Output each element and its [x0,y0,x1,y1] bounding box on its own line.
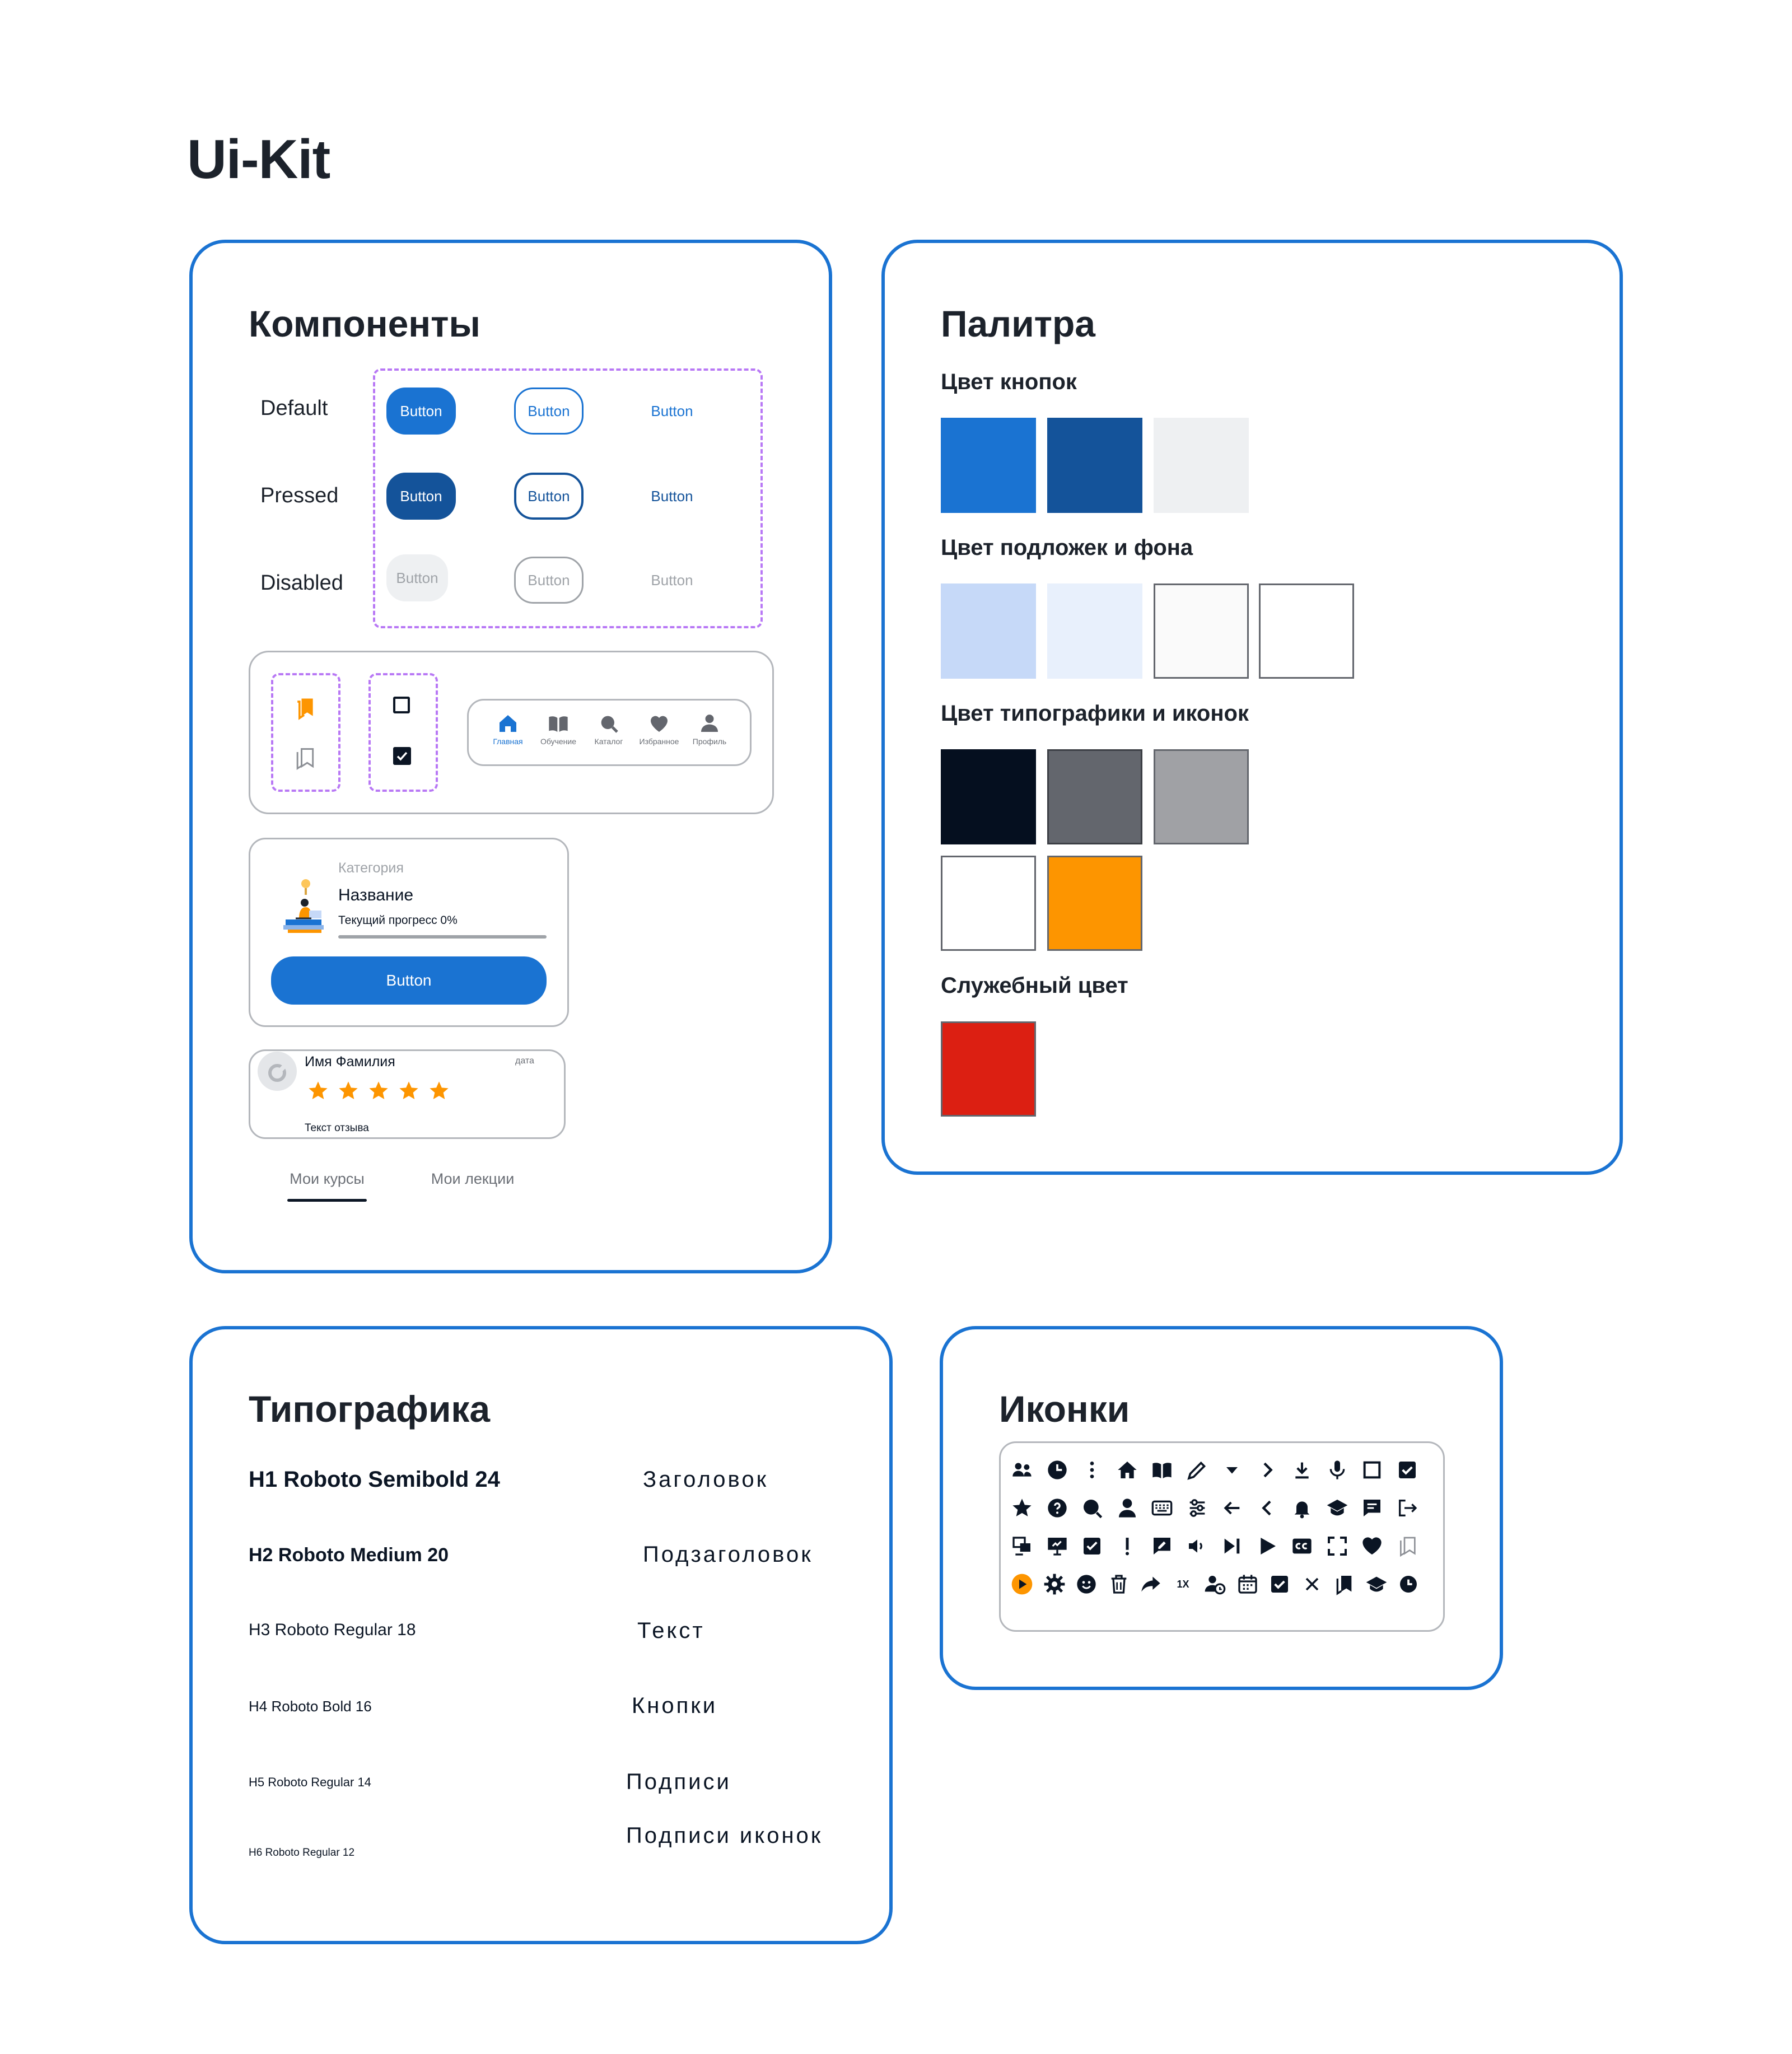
tab-active-indicator [287,1199,367,1202]
page-title: Ui-Kit [187,128,330,190]
checkbox-checked-icon[interactable] [1394,1457,1421,1483]
review-author: Имя Фамилия [305,1054,395,1070]
checkbox-unchecked[interactable] [393,697,410,713]
star-icon [337,1080,360,1105]
course-progress-text: Текущий прогресс 0% [338,914,458,927]
text-button-default[interactable]: Button [651,402,693,419]
heart-icon[interactable] [1359,1533,1385,1560]
star-icon[interactable] [1009,1495,1035,1521]
microphone-icon[interactable] [1324,1457,1351,1483]
presentation-icon[interactable] [1009,1533,1035,1560]
typography-title: Типографика [249,1388,491,1430]
outline-button-default[interactable]: Button [514,388,584,435]
volume-icon[interactable] [1184,1533,1211,1560]
state-label-pressed: Pressed [260,484,339,507]
tab-my-lectures-label: Мои лекции [431,1170,515,1187]
course-card-button[interactable]: Button [271,956,547,1005]
review-date: дата [515,1056,534,1066]
play-icon[interactable] [1254,1533,1281,1560]
swatch-service-red [941,1021,1036,1117]
nav-label-profile: Профиль [692,737,727,746]
play-circle-icon[interactable] [1009,1571,1035,1598]
speed-icon[interactable] [1170,1571,1197,1598]
graduation-cap-icon[interactable] [1324,1495,1351,1521]
swatch-bg-white [1259,583,1354,679]
person-icon[interactable] [1114,1495,1141,1521]
search-icon [598,712,620,735]
star-icon [428,1080,450,1105]
speed-label: 1X [1177,1578,1189,1590]
help-icon[interactable] [1044,1495,1071,1521]
fullscreen-icon[interactable] [1324,1533,1351,1560]
swatch-button-pressed [1047,418,1142,513]
bookmark-filled-icon[interactable] [292,695,317,723]
heart-icon [648,712,670,735]
nav-item-learning[interactable] [533,712,584,746]
smile-icon[interactable] [1073,1571,1100,1598]
calendar-icon[interactable] [1234,1571,1261,1598]
tab-my-courses-label: Мои курсы [290,1170,365,1187]
palette-group-typography-label: Цвет типографики и иконок [941,701,1249,726]
home-icon [497,712,519,735]
filled-button-pressed[interactable]: Button [386,473,456,520]
typo-spec-h3: H3 Roboto Regular 18 [249,1621,416,1639]
state-label-default: Default [260,396,328,420]
chevron-left-icon[interactable] [1254,1495,1281,1521]
swatch-text-light-gray [1154,749,1249,844]
swatch-bg-pale-blue [1047,583,1142,679]
arrow-left-icon[interactable] [1219,1495,1245,1521]
nav-item-favorites[interactable] [634,712,684,746]
star-icon [367,1080,390,1105]
exclamation-icon[interactable] [1114,1533,1141,1560]
typo-spec-h5: H5 Roboto Regular 14 [249,1775,371,1789]
nav-item-catalog[interactable] [584,712,634,746]
course-name: Название [338,886,414,904]
task-icon[interactable] [1079,1533,1105,1560]
typo-usage-h2: Подзаголовок [643,1542,813,1567]
course-progress-bar [338,935,547,939]
typo-usage-h4: Кнопки [632,1693,718,1718]
typo-usage-h5: Подписи [626,1770,731,1794]
profile-icon [698,712,721,735]
palette-title: Палитра [941,303,1095,344]
course-illustration [280,877,327,938]
star-icon [307,1080,329,1105]
swatch-button-disabled [1154,418,1249,513]
typo-spec-h2: H2 Roboto Medium 20 [249,1544,449,1566]
review-rating [307,1080,450,1105]
typo-spec-h4: H4 Roboto Bold 16 [249,1698,372,1715]
palette-group-buttons-label: Цвет кнопок [941,370,1077,394]
nav-label-home: Главная [493,737,523,746]
sliders-icon[interactable] [1184,1495,1211,1521]
typo-usage-h1: Заголовок [643,1467,769,1492]
clock-small-icon[interactable] [1395,1571,1422,1598]
closed-captions-icon[interactable] [1289,1533,1315,1560]
check-square-icon[interactable] [1266,1571,1293,1598]
swatch-accent-orange [1047,856,1142,951]
nav-item-profile[interactable] [684,712,735,746]
close-icon[interactable] [1299,1571,1326,1598]
avatar [258,1052,297,1091]
bookmark-outline-icon[interactable] [292,746,317,773]
screen-share-icon[interactable] [1044,1533,1071,1560]
filled-button-default[interactable]: Button [386,388,456,435]
download-icon[interactable] [1289,1457,1315,1483]
bell-icon[interactable] [1289,1495,1315,1521]
share-icon[interactable] [1137,1571,1164,1598]
book-icon [547,712,570,735]
palette-group-service-label: Служебный цвет [941,973,1128,998]
icons-grid-panel [999,1441,1445,1632]
palette-group-backgrounds-label: Цвет подложек и фона [941,535,1193,560]
filled-button-disabled: Button [386,554,448,601]
skip-next-icon[interactable] [1219,1533,1245,1560]
outline-button-pressed[interactable]: Button [514,473,584,520]
star-icon [398,1080,420,1105]
text-button-pressed[interactable]: Button [651,487,693,505]
clock-icon[interactable] [1044,1457,1071,1483]
book-icon[interactable] [1149,1457,1175,1483]
tab-my-lectures[interactable] [423,1170,522,1188]
components-title: Компоненты [249,303,480,344]
state-label-disabled: Disabled [260,571,343,595]
nav-label-catalog: Каталог [594,737,623,746]
chat-icon[interactable] [1359,1495,1385,1521]
graduation-cap-small-icon[interactable] [1363,1571,1390,1598]
typo-usage-h3: Текст [637,1618,705,1643]
icons-title: Иконки [999,1388,1130,1430]
typo-usage-h6: Подписи иконок [626,1823,823,1848]
swatch-text-dark [941,749,1036,844]
pencil-icon[interactable] [1184,1457,1211,1483]
home-icon[interactable] [1114,1457,1141,1483]
swatch-text-gray [1047,749,1142,844]
settings-icon[interactable] [1041,1571,1068,1598]
nav-label-learning: Обучение [540,737,577,746]
chevron-right-icon[interactable] [1254,1457,1281,1483]
tab-my-courses[interactable] [278,1170,376,1202]
checkbox-group [368,673,438,792]
bookmark-outline-icon[interactable] [1394,1533,1421,1560]
feedback-icon[interactable] [1149,1533,1175,1560]
swatch-button-primary [941,418,1036,513]
outline-button-disabled: Button [514,557,584,604]
users-icon[interactable] [1009,1457,1035,1483]
typo-spec-h1: H1 Roboto Semibold 24 [249,1467,500,1492]
bookmarks-icon[interactable] [1331,1571,1357,1598]
user-clock-icon[interactable] [1202,1571,1229,1598]
nav-label-favorites: Избранное [639,737,679,746]
more-vertical-icon[interactable] [1079,1457,1105,1483]
search-icon[interactable] [1079,1495,1105,1521]
course-category: Категория [338,860,404,876]
typo-spec-h6: H6 Roboto Regular 12 [249,1847,355,1859]
caret-down-icon[interactable] [1219,1457,1245,1483]
checkbox-empty-icon[interactable] [1359,1457,1385,1483]
trash-icon[interactable] [1105,1571,1132,1598]
bookmark-toggle-group [271,673,340,792]
swatch-bg-light-blue [941,583,1036,679]
swatch-bg-off-white [1154,583,1249,679]
text-button-disabled: Button [651,571,693,589]
keyboard-icon[interactable] [1149,1495,1175,1521]
swatch-text-white [941,856,1036,951]
logout-icon[interactable] [1394,1495,1421,1521]
review-text: Текст отзыва [305,1122,369,1134]
checkbox-checked[interactable] [393,747,411,765]
nav-item-home[interactable] [483,712,533,746]
